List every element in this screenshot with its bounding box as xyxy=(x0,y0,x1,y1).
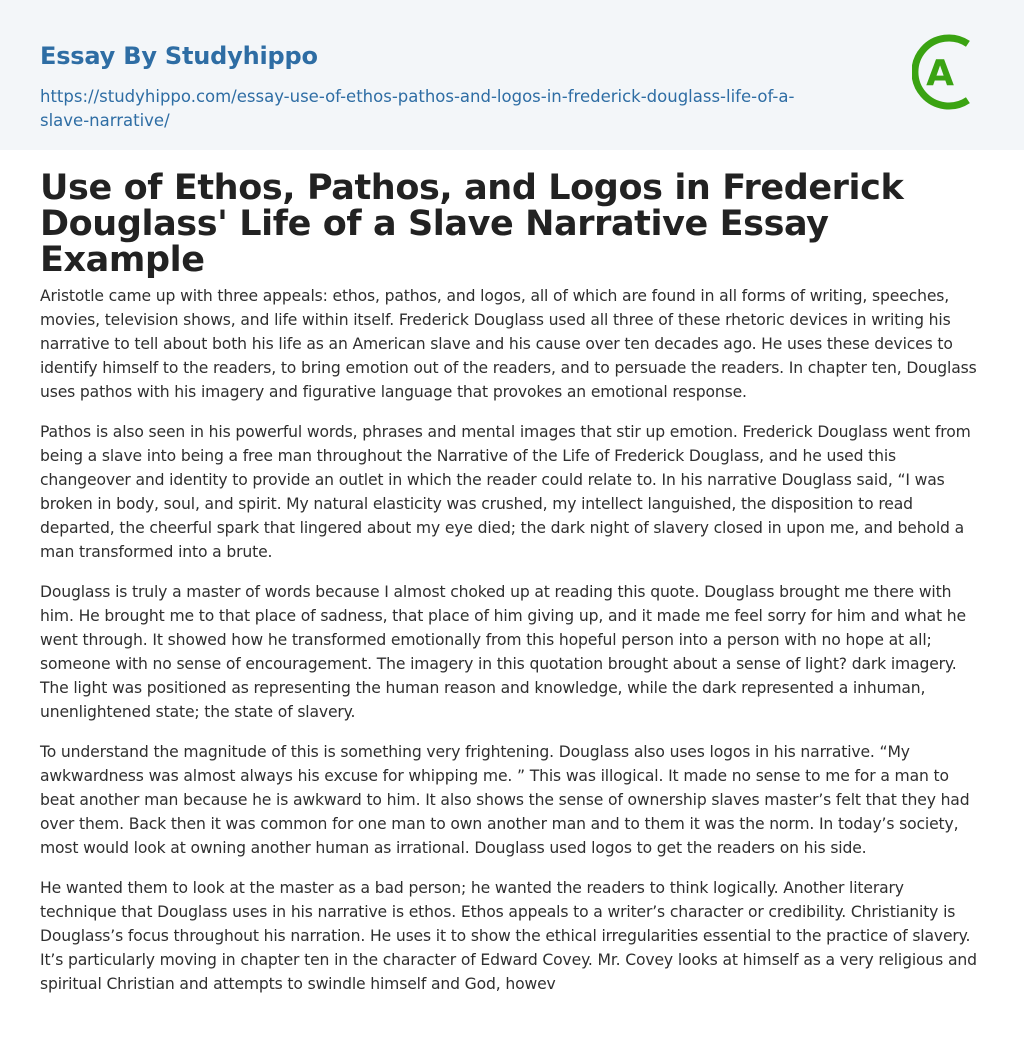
studyhippo-logo-icon[interactable] xyxy=(912,30,986,114)
logo-letter: A xyxy=(926,53,954,94)
article-paragraph: To understand the magnitude of this is something very frightening. Douglass also uses logos in his narrative. “My awkwardness was almost always his excuse for whipping me. ” This was illogical. It made no sense to me for a man to beat another man because he is awkward to him. It also shows the sense of ownership slaves master’s felt that they had over them. Back then it was common for one man to own another man and to them it was the norm. In today’s society, most would look at owning another human as irrational. Douglass used logos to get the readers on his side. xyxy=(40,743,970,857)
article-paragraph: Aristotle came up with three appeals: ethos, pathos, and logos, all of which are found in all forms of writing, speeches, movies, television shows, and life within itself. Frederick Douglass used all three of these rhetoric devices in writing his narrative to tell about both his life as an American slave and his cause over ten decades ago. He uses these devices to identify himself to the readers, to bring emotion out of the readers, and to persuade the readers. In chapter ten, Douglass uses pathos with his imagery and figurative language that provokes an emotional response. xyxy=(40,287,977,401)
article-paragraph: He wanted them to look at the master as a bad person; he wanted the readers to think logically. Another literary technique that Douglass uses in his narrative is ethos. Ethos appeals to a writer’s character or credibility. Christianity is Douglass’s focus throughout his narration. He uses it to show the ethical irregularities essential to the practice of slavery. It’s particularly moving in chapter ten in the character of Edward Covey. Mr. Covey looks at himself as a very religious and spiritual Christian and attempts to swindle himself and God, howev xyxy=(40,879,977,993)
article-title: Use of Ethos, Pathos, and Logos in Frederick Douglass' Life of a Slave Narrative Essay Example xyxy=(40,168,904,280)
article-paragraph: Douglass is truly a master of words because I almost choked up at reading this quote. Douglass brought me there with him. He brought me to that place of sadness, that place of him giving up, and it made me feel sorry for him and what he went through. It showed how he transformed emotionally from this hopeful person into a person with no hope at all; someone with no sense of encouragement. The imagery in this quotation brought about a sense of light? dark imagery. The light was positioned as representing the human reason and knowledge, while the dark represented a inhuman, unenlightened state; the state of slavery. xyxy=(40,583,966,721)
site-brand[interactable]: Essay By Studyhippo xyxy=(40,42,318,70)
article-paragraph: Pathos is also seen in his powerful words, phrases and mental images that stir up emotion. Frederick Douglass went from being a slave into being a free man throughout the Narrative of the Life of Frederick Douglass, and he used this changeover and identity to provide an outlet in which the reader could relate to. In his narrative Douglass said, “I was broken in body, soul, and spirit. My natural elasticity was crushed, my intellect languished, the disposition to read departed, the cheerful spark that lingered about my eye died; the dark night of slavery closed in upon me, and behold a man transformed into a brute. xyxy=(40,423,971,561)
site-header xyxy=(0,0,1024,150)
article-body xyxy=(0,170,1024,996)
source-url-link[interactable]: https://studyhippo.com/essay-use-of-ethos-pathos-and-logos-in-frederick-douglass-life-of-a-slave-narrative/ xyxy=(40,87,795,130)
